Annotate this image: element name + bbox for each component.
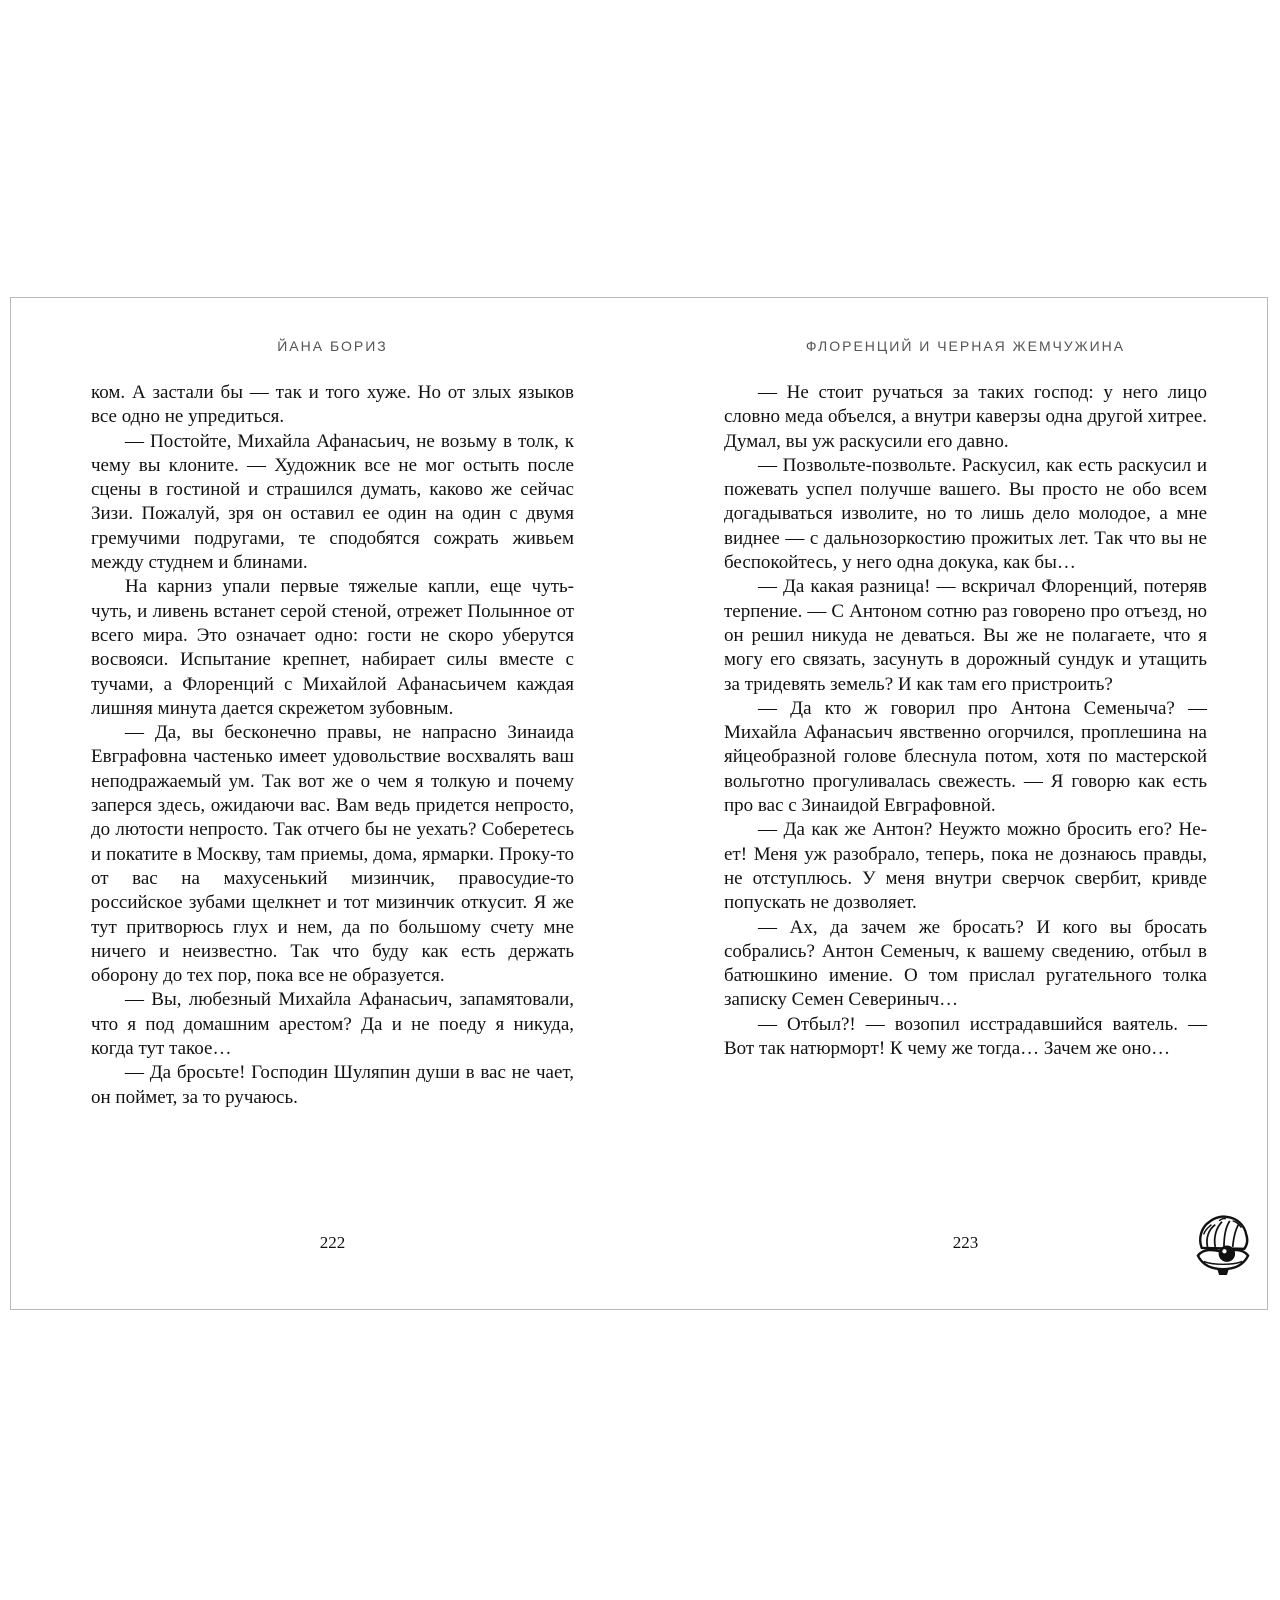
running-head-title: ФЛОРЕНЦИЙ И ЧЕРНАЯ ЖЕМЧУЖИНА [805, 338, 1126, 354]
pearl-shell-icon [1194, 1213, 1252, 1277]
page-number: 222 [319, 1233, 346, 1252]
paragraph: — Вы, любезный Михайла Афанасьич, запамятовали, что я под домашним арестом? Да и не поеду я никуда, когда тут такое… [91, 989, 574, 1060]
paragraph: — Да, вы бесконечно правы, не напрасно Зинаида Евграфовна частенько имеет удовольствие восхвалять ваш неподражаемый ум. Так вот же о чем я толкую и почему заперся здесь, ожидаючи вас. Вам ведь придется непросто, до лютости непросто. Так отчего бы не уехать? Соберетесь и покатите в Москву, там приемы, дома, ярмарки. Проку-то от вас на махусенький мизинчик, правосудие-то российское зубами щелкнет и тот мизинчик откусит. Я же тут притворюсь глух и нем, да по большому счету мне ничего и неизвестно. Так что буду как есть держать оборону до тех пор, пока все не образуется. [91, 722, 574, 987]
left-page-text [91, 381, 574, 1110]
paragraph: — Ах, да зачем же бросать? И кого вы бросать собрались? Антон Семеныч, к вашему сведению, отбыл в батюшкино имение. О том прислал ругательного толка записку Семен Севериныч… [724, 916, 1207, 1011]
paragraph: — Да кто ж говорил про Антона Семеныча? — Михайла Афанасьич явственно огорчился, проплешина на яйцеобразной голове блеснула потом, хотя по мастерской вольготно прогуливалась свежесть. — Я говорю как есть про вас с Зинаидой Евграфовной. [724, 697, 1207, 817]
paragraph: — Постойте, Михайла Афанасьич, не возьму в толк, к чему вы клоните. — Художник все не мог остыть после сцены в гостиной и страшился думать, каково же сейчас Зизи. Пожалуй, зря он оставил ее один на один с двумя гремучими подругами, те сподобятся сожрать живьем между студнем и блинами. [91, 430, 574, 574]
paragraph: — Позвольте-позвольте. Раскусил, как есть раскусил и пожевать успел получше вашего. Вы просто не обо всем догадываться изволите, но то лишь дело молодое, а мне виднее — с дальнозоркостию прожитых лет. Так что вы не беспокойтесь, у него одна докука, как бы… [724, 454, 1207, 574]
paragraph: — Да бросьте! Господин Шуляпин души в вас не чает, он поймет, за то ручаюсь. [91, 1062, 574, 1108]
page-number: 223 [952, 1233, 979, 1252]
paragraph: — Отбыл?! — возопил исстрадавшийся ваятель. — Вот так натюрморт! К чему же тогда… Зачем же оно… [724, 1013, 1207, 1060]
paragraph: ком. А застали бы — так и того хуже. Но от злых языков все одно не упредиться. [91, 382, 574, 428]
paragraph: — Не стоит ручаться за таких господ: у него лицо словно меда объелся, а внутри каверзы одна другой хитрее. Думал, вы уж раскусили его давно. [724, 382, 1207, 452]
right-page-text [724, 381, 1207, 1061]
paragraph: — Да как же Антон? Неужто можно бросить его? Не-ет! Меня уж разобрало, теперь, пока не дознаюсь правды, не отступлюсь. У меня внутри сверчок свербит, кривде попускать не дозволяет. [724, 819, 1207, 914]
book-spread [10, 297, 1268, 1310]
paragraph: На карниз упали первые тяжелые капли, еще чуть-чуть, и ливень встанет серой стеной, отрежет Полынное от всего мира. Это означает одно: гости не скоро уберутся восвояси. Испытание крепнет, набирает силы вместе с тучами, а Флоренций с Михайлой Афанасьичем каждая лишняя минута дается скрежетом зубовным. [91, 576, 574, 719]
running-head-author: ЙАНА БОРИЗ [277, 338, 388, 354]
paragraph: — Да какая разница! — вскричал Флоренций, потеряв терпение. — С Антоном сотню раз говорено про отъезд, но он решил никуда не деваться. Вы же не полагаете, что я могу его связать, засунуть в дорожный сундук и утащить за тридевять земель? И как там его пристроить? [724, 576, 1207, 695]
right-page [724, 298, 1207, 1309]
left-page [91, 298, 574, 1309]
